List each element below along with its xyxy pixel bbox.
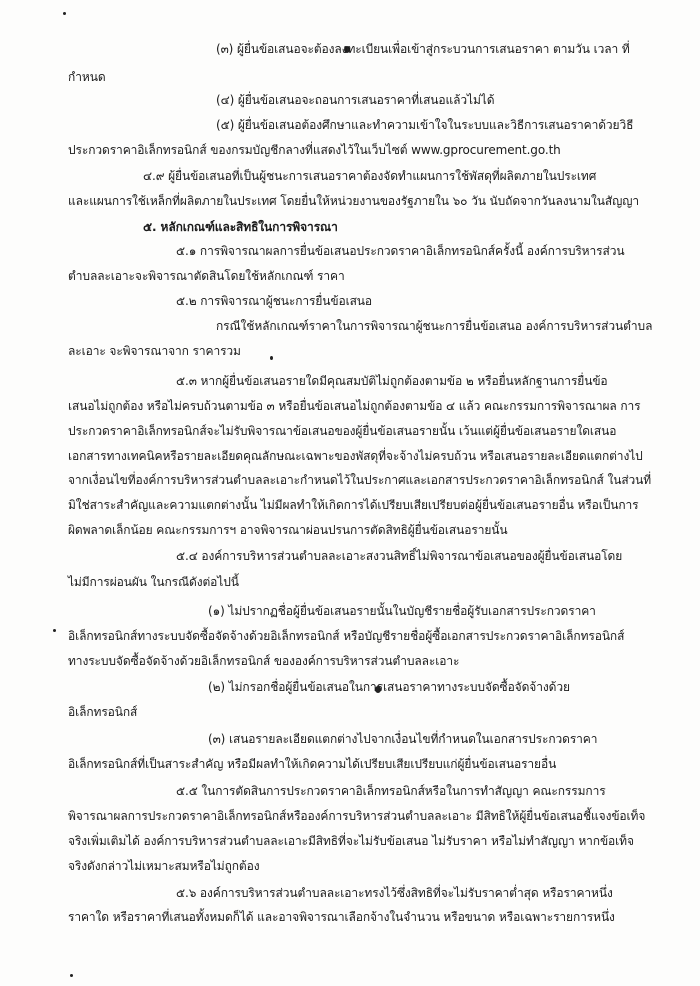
text-line: เสนอไม่ถูกต้อง หรือไม่ครบถ้วนตามข้อ ๓ หรือยื่นข้อเสนอไม่ถูกต้องตามข้อ ๔ แล้ว คณะกรรมการพิจารณาผล การ xyxy=(68,399,641,413)
scan-speck xyxy=(270,356,273,360)
scan-speck xyxy=(63,12,66,15)
text-line: กำหนด xyxy=(68,70,106,84)
text-line: ประกวดราคาอิเล็กทรอนิกส์ ของกรมบัญชีกลางที่แสดงไว้ในเว็บไซต์ www.gprocurement.go.th xyxy=(68,143,561,157)
text-line: ๔.๙ ผู้ยื่นข้อเสนอที่เป็นผู้ชนะการเสนอราคาต้องจัดทำแผนการใช้พัสดุที่ผลิตภายในประเทศ xyxy=(143,169,597,183)
scan-speck xyxy=(70,974,73,977)
text-line: (๒) ไม่กรอกชื่อผู้ยื่นข้อเสนอในการเสนอราคาทางระบบจัดซื้อจัดจ้างด้วย xyxy=(208,680,570,694)
text-line: จากเงื่อนไขที่องค์การบริหารส่วนตำบลละเอาะกำหนดไว้ในประกาศและเอกสารประกวดราคาอิเล็กทรอนิกส์ ในส่วนที่ xyxy=(68,473,652,487)
text-line: ประกวดราคาอิเล็กทรอนิกส์จะไม่รับพิจารณาข้อเสนอของผู้ยื่นข้อเสนอรายนั้น เว้นแต่ผู้ยื่นข้อเสนอรายใดเสนอ xyxy=(68,424,617,438)
text-line: (๔) ผู้ยื่นข้อเสนอจะถอนการเสนอราคาที่เสนอแล้วไม่ได้ xyxy=(216,93,495,107)
text-line: (๓) ผู้ยื่นข้อเสนอจะต้องลงทะเบียนเพื่อเข้าสู่กระบวนการเสนอราคา ตามวัน เวลา ที่ xyxy=(216,42,630,56)
text-line: ๕.๕ ในการตัดสินการประกวดราคาอิเล็กทรอนิกส์หรือในการทำสัญญา คณะกรรมการ xyxy=(176,784,606,798)
text-line: กรณีใช้หลักเกณฑ์ราคาในการพิจารณาผู้ชนะการยื่นข้อเสนอ องค์การบริหารส่วนตำบล xyxy=(216,319,653,333)
text-line: ๕.๒ การพิจารณาผู้ชนะการยื่นข้อเสนอ xyxy=(176,294,373,308)
text-line: ๕.๔ องค์การบริหารส่วนตำบลละเอาะสงวนสิทธิ์ไม่พิจารณาข้อเสนอของผู้ยื่นข้อเสนอโดย xyxy=(176,549,623,563)
text-line: (๓) เสนอรายละเอียดแตกต่างไปจากเงื่อนไขที่กำหนดในเอกสารประกวดราคา xyxy=(208,732,598,746)
text-line: ๕.๑ การพิจารณาผลการยื่นข้อเสนอประกวดราคาอิเล็กทรอนิกส์ครั้งนี้ องค์การบริหารส่วน xyxy=(176,244,625,258)
text-line: อิเล็กทรอนิกส์ที่เป็นสาระสำคัญ หรือมีผลทำให้เกิดความได้เปรียบเสียเปรียบแก่ผู้ยื่นข้อเสนอรายอื่น xyxy=(68,757,557,771)
text-line: ทางระบบจัดซื้อจัดจ้างด้วยอิเล็กทรอนิกส์ ขององค์การบริหารส่วนตำบลละเอาะ xyxy=(68,654,460,668)
text-line: จริงเพิ่มเติมได้ องค์การบริหารส่วนตำบลละเอาะมีสิทธิที่จะไม่รับข้อเสนอ ไม่รับราคา หรือไม่ทำสัญญา หากข้อเท็จ xyxy=(68,834,634,848)
text-line: และแผนการใช้เหล็กที่ผลิตภายในประเทศ โดยยื่นให้หน่วยงานของรัฐภายใน ๖๐ วัน นับถัดจากวันลงนามในสัญญา xyxy=(68,194,640,208)
text-line: ผิดพลาดเล็กน้อย คณะกรรมการฯ อาจพิจารณาผ่อนปรนการตัดสิทธิผู้ยื่นข้อเสนอรายนั้น xyxy=(68,523,508,537)
text-line: ๕.๓ หากผู้ยื่นข้อเสนอรายใดมีคุณสมบัติไม่ถูกต้องตามข้อ ๒ หรือยื่นหลักฐานการยื่นข้อ xyxy=(176,374,608,388)
text-line: อิเล็กทรอนิกส์ xyxy=(68,705,138,719)
text-line: ตำบลละเอาะจะพิจารณาตัดสินโดยใช้หลักเกณฑ์ ราคา xyxy=(68,269,345,283)
text-line: มิใช่สาระสำคัญและความแตกต่างนั้น ไม่มีผลทำให้เกิดการได้เปรียบเสียเปรียบต่อผู้ยื่นข้อเสนอรายอื่น หรือเป็นการ xyxy=(68,498,639,512)
text-line: จริงดังกล่าวไม่เหมาะสมหรือไม่ถูกต้อง xyxy=(68,859,260,873)
text-line: ราคาใด หรือราคาที่เสนอทั้งหมดก็ได้ และอาจพิจารณาเลือกจ้างในจำนวน หรือขนาด หรือเฉพาะรายการหนึ่ง xyxy=(68,910,615,924)
text-line: (๑) ไม่ปรากฏชื่อผู้ยื่นข้อเสนอรายนั้นในบัญชีรายชื่อผู้รับเอกสารประกวดราคา xyxy=(208,604,596,618)
text-line: เอกสารทางเทคนิคหรือรายละเอียดคุณลักษณะเฉพาะของพัสดุที่จะจ้างไม่ครบถ้วน หรือเสนอรายละเอียดแตกต่างไป xyxy=(68,449,643,463)
text-line: พิจารณาผลการประกวดราคาอิเล็กทรอนิกส์หรือองค์การบริหารส่วนตำบลละเอาะ มีสิทธิให้ผู้ยื่นข้อเสนอชี้แจงข้อเท็จ xyxy=(68,809,646,823)
text-line: ละเอาะ จะพิจารณาจาก ราคารวม xyxy=(68,344,241,358)
text-line: อิเล็กทรอนิกส์ทางระบบจัดซื้อจัดจ้างด้วยอิเล็กทรอนิกส์ หรือบัญชีรายชื่อผู้ซื้อเอกสารประกวดราคาอิเล็กทรอนิกส์ xyxy=(68,629,625,643)
section-heading: ๕. หลักเกณฑ์และสิทธิในการพิจารณา xyxy=(143,220,338,234)
text-line: ๕.๖ องค์การบริหารส่วนตำบลละเอาะทรงไว้ซึ่งสิทธิที่จะไม่รับราคาต่ำสุด หรือราคาหนึ่ง xyxy=(176,886,613,900)
text-line: (๕) ผู้ยื่นข้อเสนอต้องศึกษาและทำความเข้าใจในระบบและวิธีการเสนอราคาด้วยวิธี xyxy=(216,118,634,132)
text-line: ไม่มีการผ่อนผัน ในกรณีดังต่อไปนี้ xyxy=(68,575,239,589)
scan-speck xyxy=(53,629,56,632)
